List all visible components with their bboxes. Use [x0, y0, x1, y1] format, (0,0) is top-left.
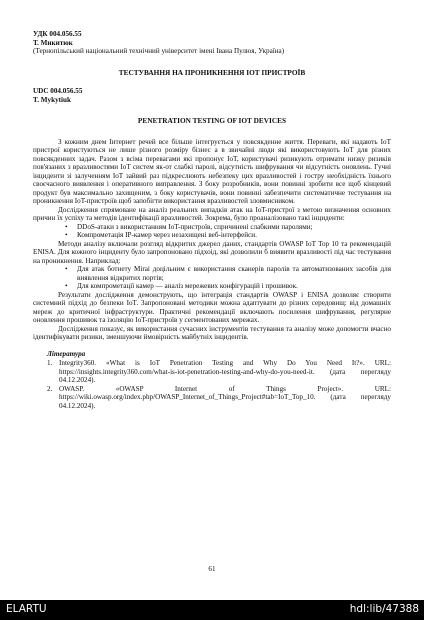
incident-list [33, 223, 391, 240]
reference-item [33, 359, 391, 385]
affiliation-ua: (Тернопільський національний технічний університет імені Івана Пулюя, Україна) [33, 47, 285, 55]
title-ua: ТЕСТУВАННЯ НА ПРОНИКНЕННЯ ІОТ ПРИСТРОЇВ [118, 67, 306, 77]
reference-text: OWASP. «OWASP Internet of Things Project». URL: https://wiki.owasp.org/index.php/OWASP_Internet_of_Things_Project#tab=IoT_Top_10. (дата перегляду 04.12.2024). [59, 384, 391, 410]
list-item: • Для компрометації камер — аналіз мережевих конфігурацій і прошивок. [33, 282, 391, 291]
paper-content [33, 30, 391, 410]
paragraph-intro: З кожним днем Інтернет речей все більше інтегрується у повсякденне життя. Переваги, які надають IoT пристрої користуються не лише різного розміру бізнес а в звичайні люди які використовують IoT для різних повсякденних задач. Разом з всіма перевагами які пропонує IoT, користувачі ризикують отримати низку ризиків пов'язаних з вразливостями IoT систем як-от слабкі паролі, відсутність шифрування чи відсутність оновлень. Гучні інциденти зі залученням IoT зайвий раз підкреслюють небезпеку цих вразливостей і гостру необхідність їхнього своєчасного виявлення і оперативного виправлення. З боку розробників, вони повинні зробити все щоб кінцевий продукт був максимально захищеним, з боку користувачів, вони повинні забезпечити систематичне тестування на проникнення IoT-пристроїв щоб запобігти використання вразливостей зловмисником. [33, 137, 391, 205]
author-en: T. Mykytiuk [33, 95, 71, 104]
footer-repository-name: ELARTU [6, 603, 47, 615]
list-item: • DDoS-атаки з використанням IoT-пристроїв, спричинені слабкими паролями; [33, 223, 391, 232]
approach-list [33, 265, 391, 291]
title-en: PENETRATION TESTING OF IOT DEVICES [137, 116, 287, 125]
footer-handle: hdl:lib/47388 [349, 603, 419, 615]
author-ua: Т. Микитюк [33, 38, 73, 47]
repository-footer [0, 600, 424, 620]
paragraph-results: Результати дослідження демонструють, що інтеграція стандартів OWASP і ENISA дозволяє створити системний підхід до безпеки IoT. Запропоновані методики можна адаптувати до різних середовищ: від домашніх мереж до критичної інфраструктури. Практичні рекомендації включають посилення шифрування, регулярне оновлення прошивок та ізоляцію IoT-пристроїв у сегментованих мережах. [33, 290, 391, 324]
udc-ua: УДК 004.056.55 [33, 30, 82, 38]
reference-number: 2. [47, 384, 53, 393]
paragraph-methods: Методи аналізу включали розгляд відкритих джерел даних, стандартів OWASP IoT Top 10 та рекомендацій ENISA. Для кожного інциденту було запропоновано підхоід, які дозволили б виявити вразливості під час тестування на проникнення. Наприклад: [33, 239, 391, 265]
references-list [33, 359, 391, 410]
udc-en: UDC 004.056.55 [33, 87, 83, 95]
page-number: 61 [208, 565, 216, 573]
references-heading: Література [47, 349, 86, 358]
list-item: • Компрометація IP-камер через незахищені веб-інтерфейси. [33, 231, 391, 240]
reference-text: Integrity360. «What is IoT Penetration Testing and Why Do You Need It?». URL: https://insights.integrity360.com/what-is-iot-penetration-testing-and-why-do-you-need-it. (дата перегляду 04.12.2024). [59, 359, 391, 384]
reference-item [33, 385, 391, 411]
list-item: • Для атак ботнету Mirai доцільним є використання сканерів паролів та автоматизованих засобів для виявлення відкритих портів; [33, 265, 391, 282]
paragraph-study: Дослідження спрямоване на аналіз реальних випадків атак на IoT-пристрої з метою визначення основних причин їх успіху та методів ідентифікації вразливостей. Зокрема, було проаналізовано такі інциденти: [33, 205, 391, 222]
reference-number: 1. [47, 359, 53, 367]
paragraph-conclusion: Дослідження показує, як використання сучасних інструментів тестування та аналізу може допомогти вчасно ідентифікувати ризики, зменшуючи ймовірність майбутніх інцидентів. [33, 324, 391, 341]
